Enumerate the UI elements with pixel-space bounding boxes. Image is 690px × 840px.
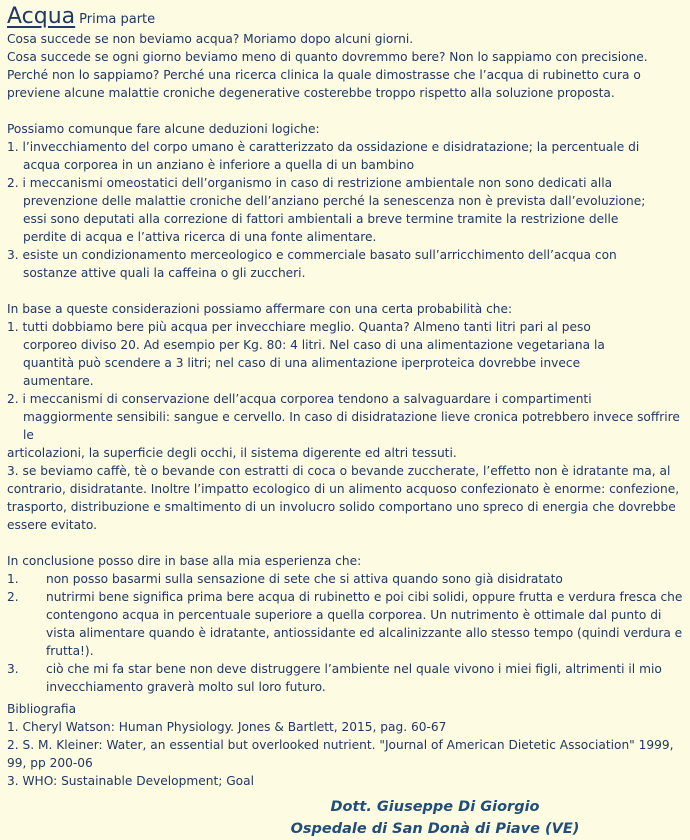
section1-heading: Possiamo comunque fare alcune deduzioni logiche: — [7, 122, 320, 136]
intro-paragraph-1: Cosa succede se non beviamo acqua? Moriamo dopo alcuni giorni. — [7, 32, 414, 46]
list-item-continuation: essi sono deputati alla correzione di fattori ambientali a breve termine tramite la restrizione delle — [23, 212, 619, 226]
list-item-continuation: acqua corporea in un anziano è inferiore a quella di un bambino — [23, 158, 415, 172]
list-item: 3. esiste un condizionamento merceologico e commerciale basato sull’arricchimento dell’acqua con — [7, 248, 617, 262]
bibliography-entry: 2. S. M. Kleiner: Water, an essential but overlooked nutrient. "Journal of American Dietetic Association" 1999, 99, pp 200-06 — [7, 738, 674, 770]
list-item: 1. l’invecchiamento del corpo umano è caratterizzato da ossidazione e disidratazione; la percentuale di — [7, 140, 640, 154]
list-number: 3. — [7, 662, 19, 676]
list-item-continuation: maggiormente sensibili: sangue e cervello. In caso di disidratazione lieve cronica potrebbero invece soffrire le — [23, 410, 680, 442]
list-number: 1. — [7, 572, 19, 586]
author-block — [7, 796, 683, 840]
author-affiliation: Ospedale di San Donà di Piave (VE) — [290, 821, 580, 837]
list-item-continuation: aumentare. — [23, 374, 94, 388]
title-row — [7, 4, 683, 30]
page-subtitle: Prima parte — [79, 12, 156, 27]
list-item-continuation: sostanze attive quali la caffeina o gli zuccheri. — [23, 266, 306, 280]
list-text: non posso basarmi sulla sensazione di sete che si attiva quando sono già disidratato — [46, 572, 563, 586]
author-name: Dott. Giuseppe Di Giorgio — [330, 799, 540, 815]
list-item: 2. i meccanismi omeostatici dell’organismo in caso di restrizione ambientale non sono dedicati alla — [7, 176, 613, 190]
list-item-continuation: articolazioni, la superficie degli occhi, il sistema digerente ed altri tessuti. — [7, 446, 457, 460]
list-item: 1. tutti dobbiamo bere più acqua per invecchiare meglio. Quanta? Almeno tanti litri pari al peso — [7, 320, 591, 334]
list-item-continuation: perdite di acqua e l’attiva ricerca di una fonte alimentare. — [23, 230, 377, 244]
list-text: nutrirmi bene significa prima bere acqua di rubinetto e poi cibi solidi, oppure frutta e verdura fresca che contengono acqua in percentuale superiore a quella corporea. Un nutrimento è ottimale dal punto di vista alimentare quando è idratante, antiossidante ed alcalinizzante allo stesso tempo (quindi verdura e frutta!). — [46, 590, 683, 658]
section2-heading: In base a queste considerazioni possiamo affermare con una certa probabilità che: — [7, 302, 513, 316]
list-item-continuation: quantità può scendere a 3 litri; nel caso di una alimentazione iperproteica dovrebbe invece — [23, 356, 581, 370]
list-item-continuation: corporeo diviso 20. Ad esempio per Kg. 80: 4 litri. Nel caso di una alimentazione vegetariana la — [23, 338, 605, 352]
list-item — [7, 588, 683, 660]
bibliography-heading: Bibliografia — [7, 702, 77, 716]
list-item: 2. i meccanismi di conservazione dell’acqua corporea tendono a salvaguardare i compartimenti — [7, 392, 592, 406]
list-item — [7, 660, 683, 696]
list-number: 2. — [7, 590, 19, 604]
bibliography-entry: 3. WHO: Sustainable Development; Goal — [7, 774, 254, 788]
list-item — [7, 570, 683, 588]
list-item-continuation: prevenzione delle malattie croniche dell’anziano perché la senescenza non è prevista dall’evoluzione; — [23, 194, 646, 208]
section3-heading: In conclusione posso dire in base alla mia esperienza che: — [7, 554, 362, 568]
list-text: ciò che mi fa star bene non deve distruggere l’ambiente nel quale vivono i miei figli, altrimenti il mio invecchiamento graverà molto sul loro futuro. — [46, 662, 662, 694]
intro-paragraph-2: Cosa succede se ogni giorno beviamo meno di quanto dovremmo bere? Non lo sappiamo con precisione. Perché non lo sappiamo? Perché una ricerca clinica la quale dimostrasse che l’acqua di rubinetto cura o previene alcune malattie croniche degenerative costerebbe troppo rispetto alla soluzione proposta. — [7, 50, 648, 100]
page-title: Acqua — [7, 4, 76, 29]
list-item: 3. se beviamo caffè, tè o bevande con estratti di coca o bevande zuccherate, l’effetto non è idratante ma, al contrario, disidratante. Inoltre l’impatto ecologico di un alimento acquoso confezionato è enorme: confezione, trasporto, distribuzione e smaltimento di un involucro solido comportano uno spreco di energia che dovrebbe essere evitato. — [7, 464, 680, 532]
bibliography-entry: 1. Cheryl Watson: Human Physiology. Jones & Bartlett, 2015, pag. 60-67 — [7, 720, 447, 734]
